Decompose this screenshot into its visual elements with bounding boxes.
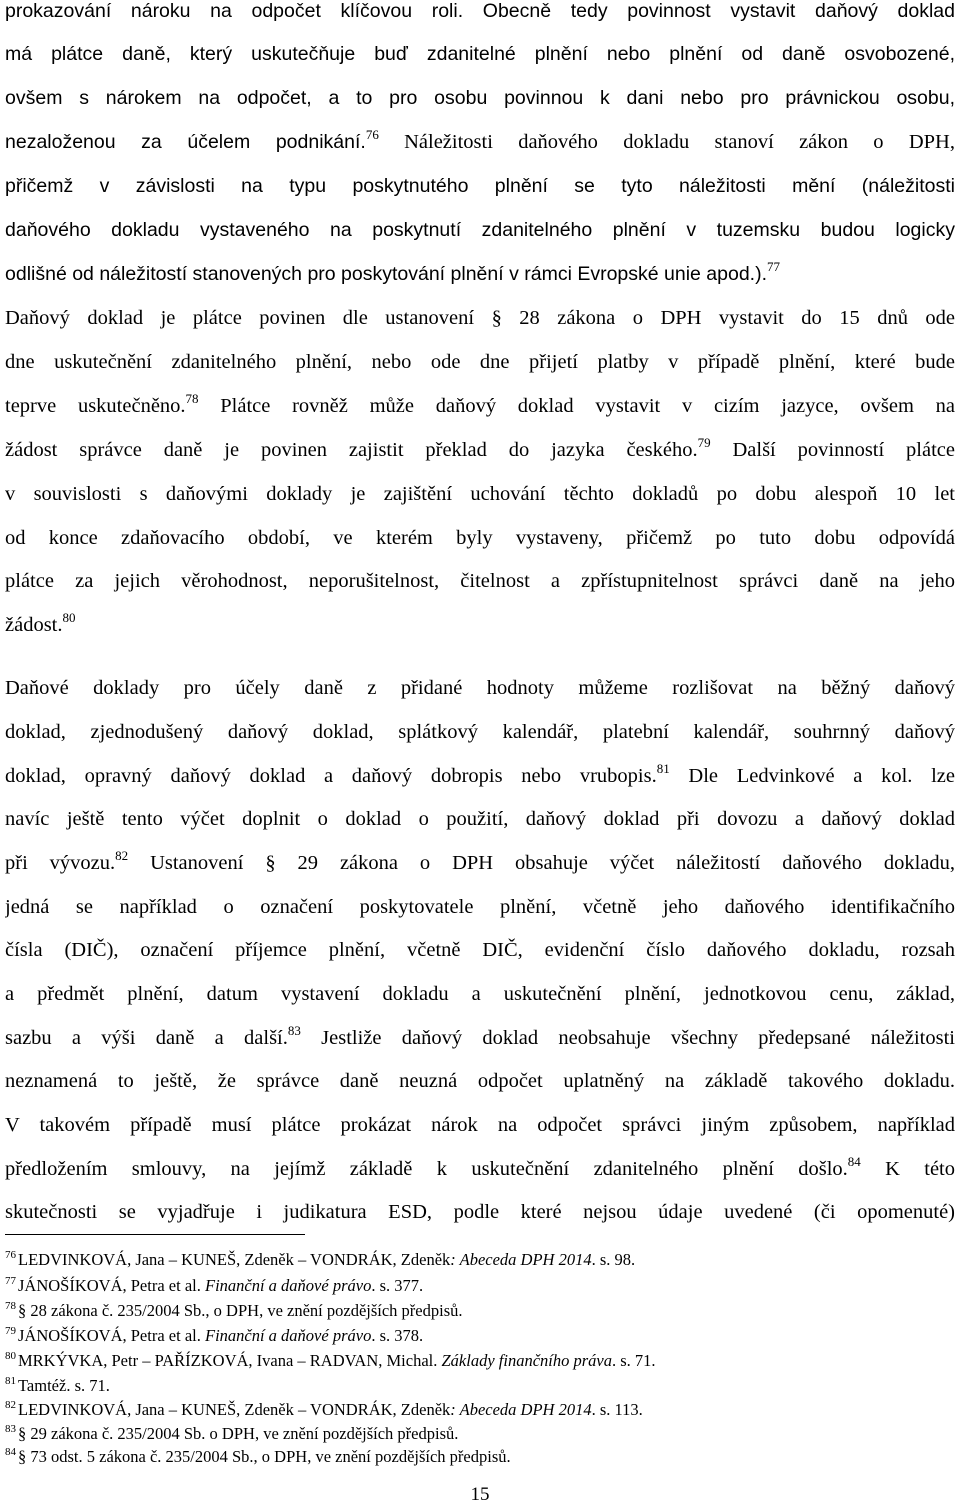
footnote-text: . s. 377. <box>371 1276 424 1295</box>
footnote-title: Finanční a daňové právo <box>204 1326 372 1345</box>
footnote-number: 78 <box>5 1300 16 1312</box>
footnote-ref: 82 <box>115 850 129 863</box>
footnote-item <box>5 1376 955 1396</box>
footnote-text: Tamtéž. s. 71. <box>18 1376 110 1395</box>
footnote-ref: 77 <box>767 259 781 274</box>
text-span: doklad, opravný daňový doklad a daňový dobropis nebo vrubopis. <box>5 765 657 787</box>
text-span: 29 zákona o DPH obsahuje výčet náležitostí daňového dokladu, <box>297 852 955 874</box>
footnote-number: 83 <box>5 1423 16 1435</box>
footnote-text: JÁNOŠÍKOVÁ, Petra et al. <box>18 1326 205 1345</box>
footnote-item <box>5 1400 955 1420</box>
text-line: a předmět plnění, datum vystavení dokladu a uskutečnění plnění, jednotkovou cenu, základ, <box>5 983 955 1005</box>
text-line: skutečnosti se vyjadřuje i judikatura ESD, podle které nejsou údaje uvedené (či opomenuté) <box>5 1201 955 1223</box>
text-span: předložením smlouvy, na jejímž základě k uskutečnění zdanitelného plnění došlo. <box>5 1158 848 1180</box>
text-span: Daňový doklad je plátce povinen dle ustanovení <box>5 307 475 329</box>
section-sign: § <box>265 852 276 874</box>
footnote-text: . s. 113. <box>591 1400 643 1419</box>
footnote-text: MRKÝVKA, Petr – PAŘÍZKOVÁ, Ivana – RADVAN, Michal. <box>18 1351 442 1370</box>
text-line: přičemž v závislosti na typu poskytnutého plnění se tyto náležitosti mění (náležitosti <box>5 175 955 197</box>
text-line: ovšem s nárokem na odpočet, a to pro osobu povinnou k dani nebo pro právnickou osobu, <box>5 87 955 109</box>
footnote-number: 82 <box>5 1399 16 1411</box>
text-span: Dle Ledvinkové a kol. lze <box>688 765 955 787</box>
footnote-ref: 84 <box>847 1156 861 1169</box>
text-line: od konce zdaňovacího období, ve kterém byly vystaveny, přičemž po tuto dobu odpovídá <box>5 527 955 549</box>
text-span: K této <box>885 1158 955 1180</box>
text-span: při vývozu. <box>5 852 116 874</box>
text-span: Další povinností plátce <box>732 439 955 461</box>
footnote-ref: 80 <box>62 610 76 625</box>
footnote-title: : Abeceda DPH 2014 <box>450 1400 592 1419</box>
text-line: jedná se například o označení poskytovatele plnění, včetně jeho daňového identifikačního <box>5 896 955 918</box>
footnote-title: : Abeceda DPH 2014 <box>450 1250 592 1269</box>
text-span: žádost. <box>5 614 63 636</box>
page-number: 15 <box>470 1484 490 1505</box>
footnote-ref: 83 <box>287 1025 301 1038</box>
text-span: Ustanovení <box>150 852 244 874</box>
text-line: daňového dokladu vystaveného na poskytnutí zdanitelného plnění v tuzemsku budou logicky <box>5 219 955 241</box>
footnote-item <box>5 1351 955 1371</box>
text-line <box>5 612 955 638</box>
footnote-item <box>5 1250 955 1270</box>
footnote-text: LEDVINKOVÁ, Jana – KUNEŠ, Zdeněk – VONDRÁK, Zdeněk <box>18 1250 451 1269</box>
footnote-ref: 81 <box>656 763 670 776</box>
text-line: plátce za jejich věrohodnost, neporušitelnost, čitelnost a zpřístupnitelnost správci daně na jeho <box>5 570 955 592</box>
text-line <box>5 763 955 789</box>
footnote-text: . s. 71. <box>611 1351 656 1370</box>
text-line <box>5 305 955 331</box>
footnote-item <box>5 1326 955 1346</box>
footnote-text: § 29 zákona č. 235/2004 Sb. o DPH, ve znění pozdějších předpisů. <box>18 1424 459 1443</box>
text-line: navíc ještě tento výčet doplnit o doklad o použití, daňový doklad při dovozu a daňový doklad <box>5 808 955 830</box>
text-line <box>5 1156 955 1182</box>
text-line: čísla (DIČ), označení příjemce plnění, včetně DIČ, evidenční číslo daňového dokladu, rozsah <box>5 939 955 961</box>
footnote-text: . s. 378. <box>371 1326 424 1345</box>
footnote-ref: 76 <box>365 129 379 142</box>
text-line <box>5 393 955 419</box>
text-line <box>5 261 955 287</box>
text-line: má plátce daně, který uskutečňuje buď zdanitelné plnění nebo plnění od daně osvobozené, <box>5 43 955 65</box>
footnote-item <box>5 1276 955 1296</box>
text-line <box>5 1025 955 1051</box>
text-line: V takovém případě musí plátce prokázat nárok na odpočet správci jiným způsobem, například <box>5 1114 955 1136</box>
text-span: Plátce rovněž může daňový doklad vystavit v cizím jazyce, ovšem na <box>220 395 955 417</box>
footnote-text: JÁNOŠÍKOVÁ, Petra et al. <box>18 1276 205 1295</box>
footnote-number: 84 <box>5 1446 16 1458</box>
footnote-separator <box>5 1234 305 1235</box>
text-line: dne uskutečnění zdanitelného plnění, nebo ode dne přijetí platby v případě plnění, které bude <box>5 351 955 373</box>
text-line <box>5 129 955 155</box>
footnote-text: . s. 98. <box>591 1250 636 1269</box>
text-span: odlišné od náležitostí stanovených pro poskytování plnění v rámci Evropské unie apod.). <box>5 263 768 285</box>
footnote-text: § 28 zákona č. 235/2004 Sb., o DPH, ve znění pozdějších předpisů. <box>18 1301 463 1320</box>
footnote-number: 81 <box>5 1375 16 1387</box>
text-span: teprve uskutečněno. <box>5 395 186 417</box>
text-span: sazbu a výši daně a další. <box>5 1027 288 1049</box>
footnote-number: 79 <box>5 1325 16 1337</box>
footnote-text: § 73 odst. 5 zákona č. 235/2004 Sb., o DPH, ve znění pozdějších předpisů. <box>18 1447 511 1466</box>
footnote-number: 77 <box>5 1275 16 1287</box>
text-line: doklad, zjednodušený daňový doklad, splátkový kalendář, platební kalendář, souhrnný daňový <box>5 721 955 743</box>
footnote-ref: 78 <box>185 393 199 406</box>
text-span: nezaloženou za účelem podnikání. <box>5 131 366 153</box>
text-span: Náležitosti daňového dokladu stanoví zákon o DPH, <box>404 131 955 153</box>
text-span: Jestliže daňový doklad neobsahuje všechny předepsané náležitosti <box>321 1027 955 1049</box>
footnote-item <box>5 1424 955 1444</box>
footnote-text: LEDVINKOVÁ, Jana – KUNEŠ, Zdeněk – VONDRÁK, Zdeněk <box>18 1400 451 1419</box>
text-span: 28 zákona o DPH vystavit do 15 dnů ode <box>519 307 955 329</box>
text-line: neznamená to ještě, že správce daně neuzná odpočet uplatněný na základě takového dokladu. <box>5 1070 955 1092</box>
text-span: žádost správce daně je povinen zajistit překlad do jazyka českého. <box>5 439 698 461</box>
footnote-item <box>5 1447 955 1467</box>
section-sign: § <box>491 307 502 329</box>
footnote-number: 80 <box>5 1350 16 1362</box>
text-line: prokazování nároku na odpočet klíčovou roli. Obecně tedy povinnost vystavit daňový doklad <box>5 0 955 22</box>
footnote-item <box>5 1301 955 1321</box>
text-line: v souvislosti s daňovými doklady je zajištění uchování těchto dokladů po dobu alespoň 10 let <box>5 483 955 505</box>
text-line: Daňové doklady pro účely daně z přidané hodnoty můžeme rozlišovat na běžný daňový <box>5 677 955 699</box>
footnote-title: Základy finančního práva <box>441 1351 612 1370</box>
footnote-ref: 79 <box>697 437 711 450</box>
text-line <box>5 437 955 463</box>
footnote-number: 76 <box>5 1249 16 1261</box>
text-line <box>5 850 955 876</box>
footnote-title: Finanční a daňové právo <box>204 1276 372 1295</box>
